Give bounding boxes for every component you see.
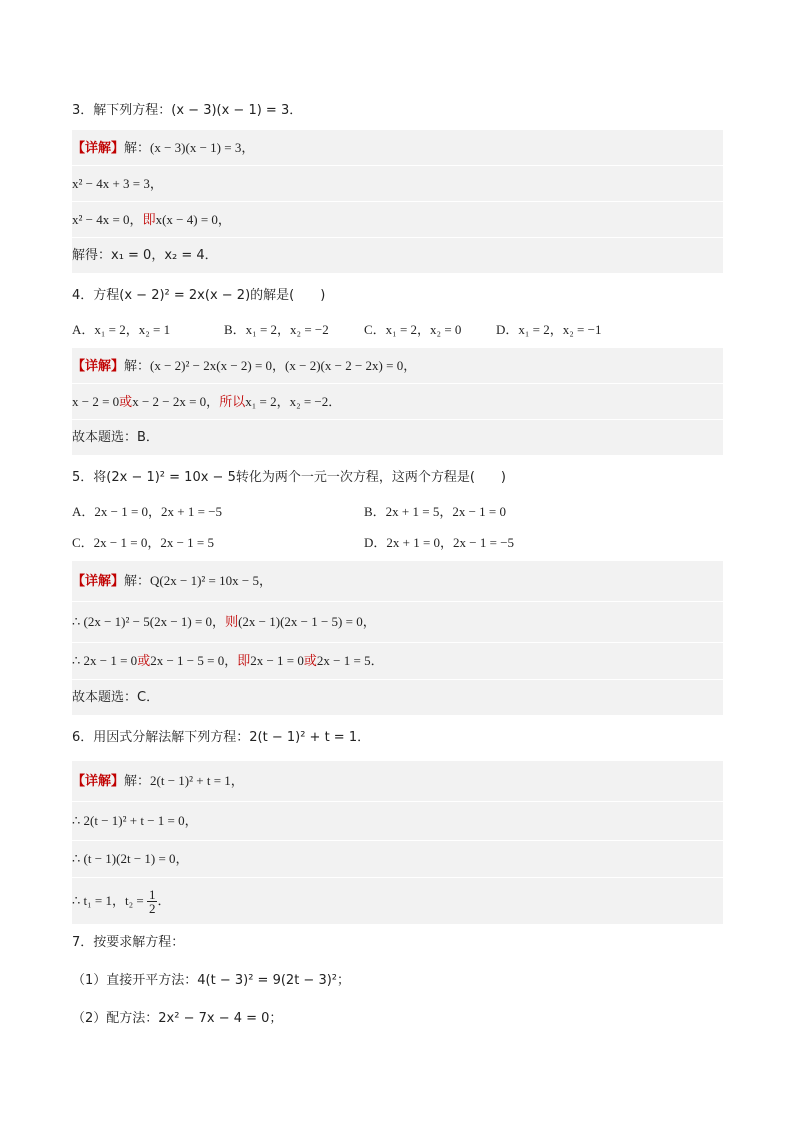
- q5-option-c: C．2x − 1 = 0，2x − 1 = 5: [72, 535, 214, 550]
- q5-sol-line3e: 2x − 1 = 0: [250, 653, 304, 668]
- fraction-one-half: [147, 888, 158, 915]
- q7-part2: （2）配方法：2x² − 7x − 4 = 0；: [72, 1011, 283, 1026]
- q6-sol-line4b: ．: [157, 893, 171, 908]
- q3-stem: 3．解下列方程：(x − 3)(x − 1) = 3．: [72, 103, 303, 118]
- q4-sol-line3: 故本题选：B．: [72, 430, 159, 445]
- q5-stem: 5．将(2x − 1)² = 10x − 5转化为两个一元一次方程，这两个方程是( ): [72, 470, 506, 485]
- detail-tag: 【详解】: [72, 141, 125, 156]
- q5-solution: [72, 561, 723, 715]
- q4-option-a: A．x₁ = 2，x₂ = 1: [72, 322, 171, 337]
- q4-sol-line2a: x − 2 = 0: [72, 394, 120, 409]
- q5-sol-line2a: ∴ (2x − 1)² − 5(2x − 1) = 0，: [72, 614, 226, 629]
- q5-sol-line3d: 即: [237, 654, 251, 669]
- q4-solution: [72, 348, 723, 455]
- q5-option-a: A．2x − 1 = 0，2x + 1 = −5: [72, 504, 223, 519]
- q4-options: [72, 319, 723, 338]
- q4-sol-line1: 解：(x − 2)² − 2x(x − 2) = 0，(x − 2)(x − 2 − 2x) = 0，: [124, 358, 417, 373]
- q7-stem: 7．按要求解方程：: [72, 935, 185, 950]
- q5-options-row1: [72, 501, 723, 520]
- detail-tag: 【详解】: [72, 359, 125, 374]
- q3-sol-line2: x² − 4x + 3 = 3，: [72, 166, 723, 202]
- q5-options-row2: [72, 532, 723, 551]
- fraction-numerator: 1: [148, 887, 156, 902]
- q6-sol-line4a: ∴ t₁ = 1，t₂ =: [72, 893, 147, 908]
- document-page: [72, 96, 723, 1028]
- q7-part1: （1）直接开平方法：4(t − 3)² = 9(2t − 3)²；: [72, 973, 351, 988]
- q5-sol-line3g: 2x − 1 = 5．: [316, 653, 384, 668]
- q4-stem: 4．方程(x − 2)² = 2x(x − 2)的解是( ): [72, 288, 326, 303]
- detail-tag: 【详解】: [72, 774, 125, 789]
- q5-sol-line2b: 则: [225, 615, 239, 630]
- q3-sol-line4: 解得：x₁ = 0，x₂ = 4．: [72, 248, 218, 263]
- q4-option-b: B．x₁ = 2，x₂ = −2: [224, 322, 329, 337]
- q5-sol-line2c: (2x − 1)(2x − 1 − 5) = 0，: [238, 614, 376, 629]
- q3-sol-line3c: x(x − 4) = 0，: [155, 212, 231, 227]
- q5-sol-line3c: 2x − 1 − 5 = 0，: [150, 653, 238, 668]
- q4-option-d: D．x₁ = 2，x₂ = −1: [496, 322, 602, 337]
- q6-solution: [72, 761, 723, 924]
- detail-tag: 【详解】: [72, 574, 125, 589]
- q3-solution: [72, 130, 723, 273]
- q3-sol-line1: 解：(x − 3)(x − 1) = 3，: [124, 140, 255, 155]
- q6-sol-line2: ∴ 2(t − 1)² + t − 1 = 0，: [72, 802, 723, 841]
- q5-sol-line1: 解：Q(2x − 1)² = 10x − 5，: [124, 573, 272, 588]
- q4-sol-line2b: 或: [119, 395, 133, 410]
- q6-sol-line1: 解：2(t − 1)² + t = 1，: [124, 773, 244, 788]
- q5-sol-line3b: 或: [137, 654, 151, 669]
- q4-sol-line2d: 所以: [219, 395, 246, 410]
- q3-sol-line3a: x² − 4x = 0，: [72, 212, 143, 227]
- q6-stem: 6．用因式分解法解下列方程：2(t − 1)² + t = 1．: [72, 730, 371, 745]
- q5-sol-line3a: ∴ 2x − 1 = 0: [72, 653, 138, 668]
- q5-option-b: B．2x + 1 = 5，2x − 1 = 0: [364, 504, 506, 519]
- q4-option-c: C．x₁ = 2，x₂ = 0: [364, 322, 462, 337]
- q4-sol-line2e: x₁ = 2，x₂ = −2．: [245, 394, 342, 409]
- q5-option-d: D．2x + 1 = 0，2x − 1 = −5: [364, 535, 515, 550]
- q6-sol-line3: ∴ (t − 1)(2t − 1) = 0，: [72, 841, 723, 878]
- q3-sol-line3b: 即: [142, 213, 156, 228]
- q5-sol-line4: 故本题选：C．: [72, 690, 160, 705]
- fraction-denominator: 2: [148, 901, 156, 916]
- q5-sol-line3f: 或: [303, 654, 317, 669]
- q4-sol-line2c: x − 2 − 2x = 0，: [132, 394, 220, 409]
